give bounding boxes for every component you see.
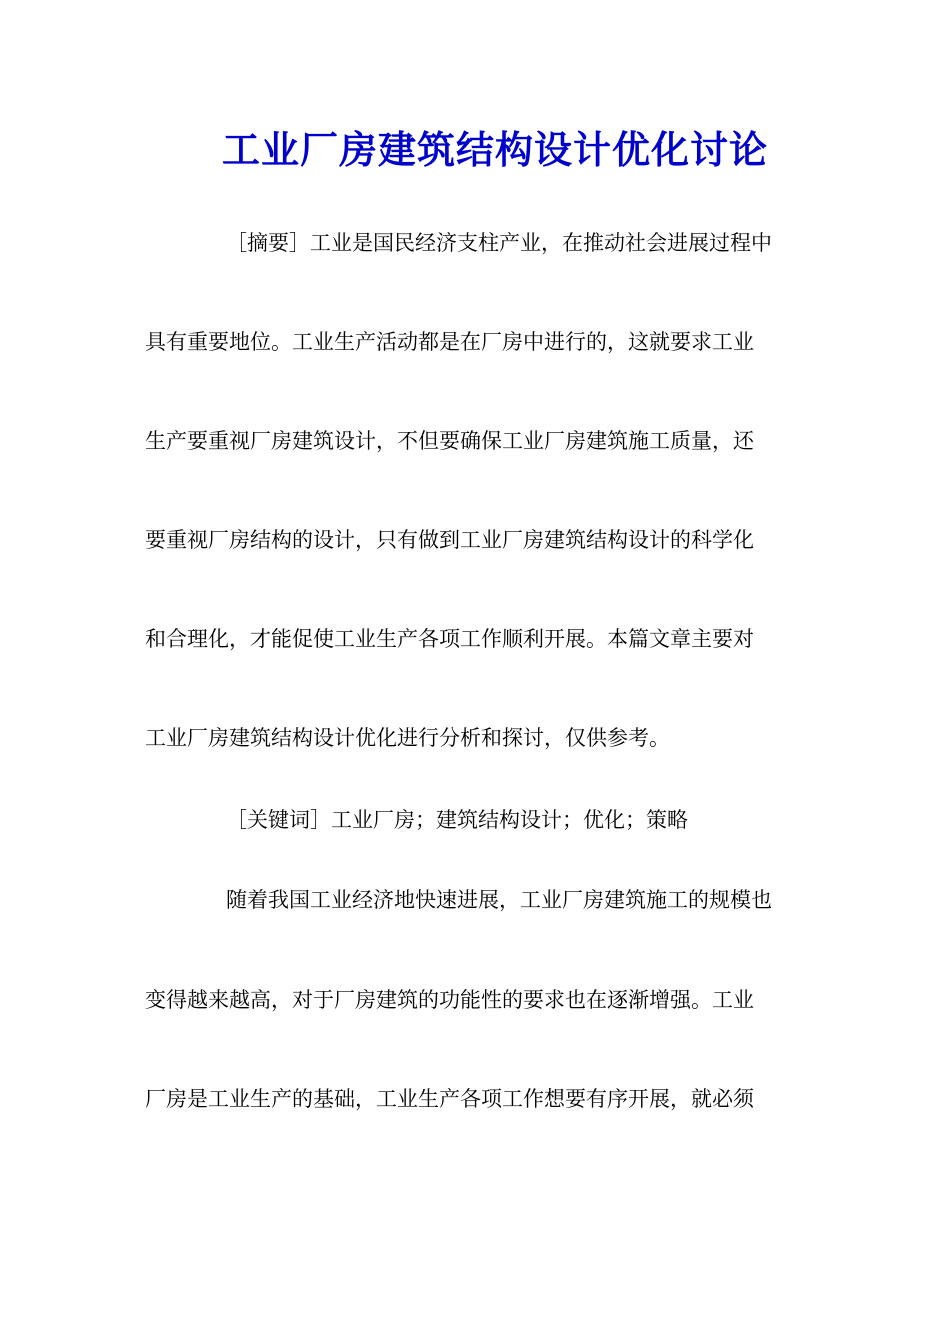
abstract-line-4: 要重视厂房结构的设计，只有做到工业厂房建筑结构设计的科学化	[145, 528, 754, 552]
abstract-line-5: 和合理化，才能促使工业生产各项工作顺利开展。本篇文章主要对	[145, 627, 754, 651]
body-line-2: 变得越来越高，对于厂房建筑的功能性的要求也在逐渐增强。工业	[145, 988, 754, 1012]
abstract-line-1: ［摘要］工业是国民经济支柱产业，在推动社会进展过程中	[226, 231, 772, 255]
abstract-line-3: 生产要重视厂房建筑设计，不但要确保工业厂房建筑施工质量，还	[145, 429, 754, 453]
body-line-1: 随着我国工业经济地快速进展，工业厂房建筑施工的规模也	[226, 888, 772, 912]
document-title: 工业厂房建筑结构设计优化讨论	[221, 127, 768, 172]
abstract-line-6: 工业厂房建筑结构设计优化进行分析和探讨，仅供参考。	[145, 726, 670, 750]
abstract-line-2: 具有重要地位。工业生产活动都是在厂房中进行的，这就要求工业	[145, 330, 754, 354]
keywords-line: ［关键词］工业厂房；建筑结构设计；优化；策略	[226, 808, 688, 832]
body-line-3: 厂房是工业生产的基础，工业生产各项工作想要有序开展，就必须	[145, 1087, 754, 1111]
